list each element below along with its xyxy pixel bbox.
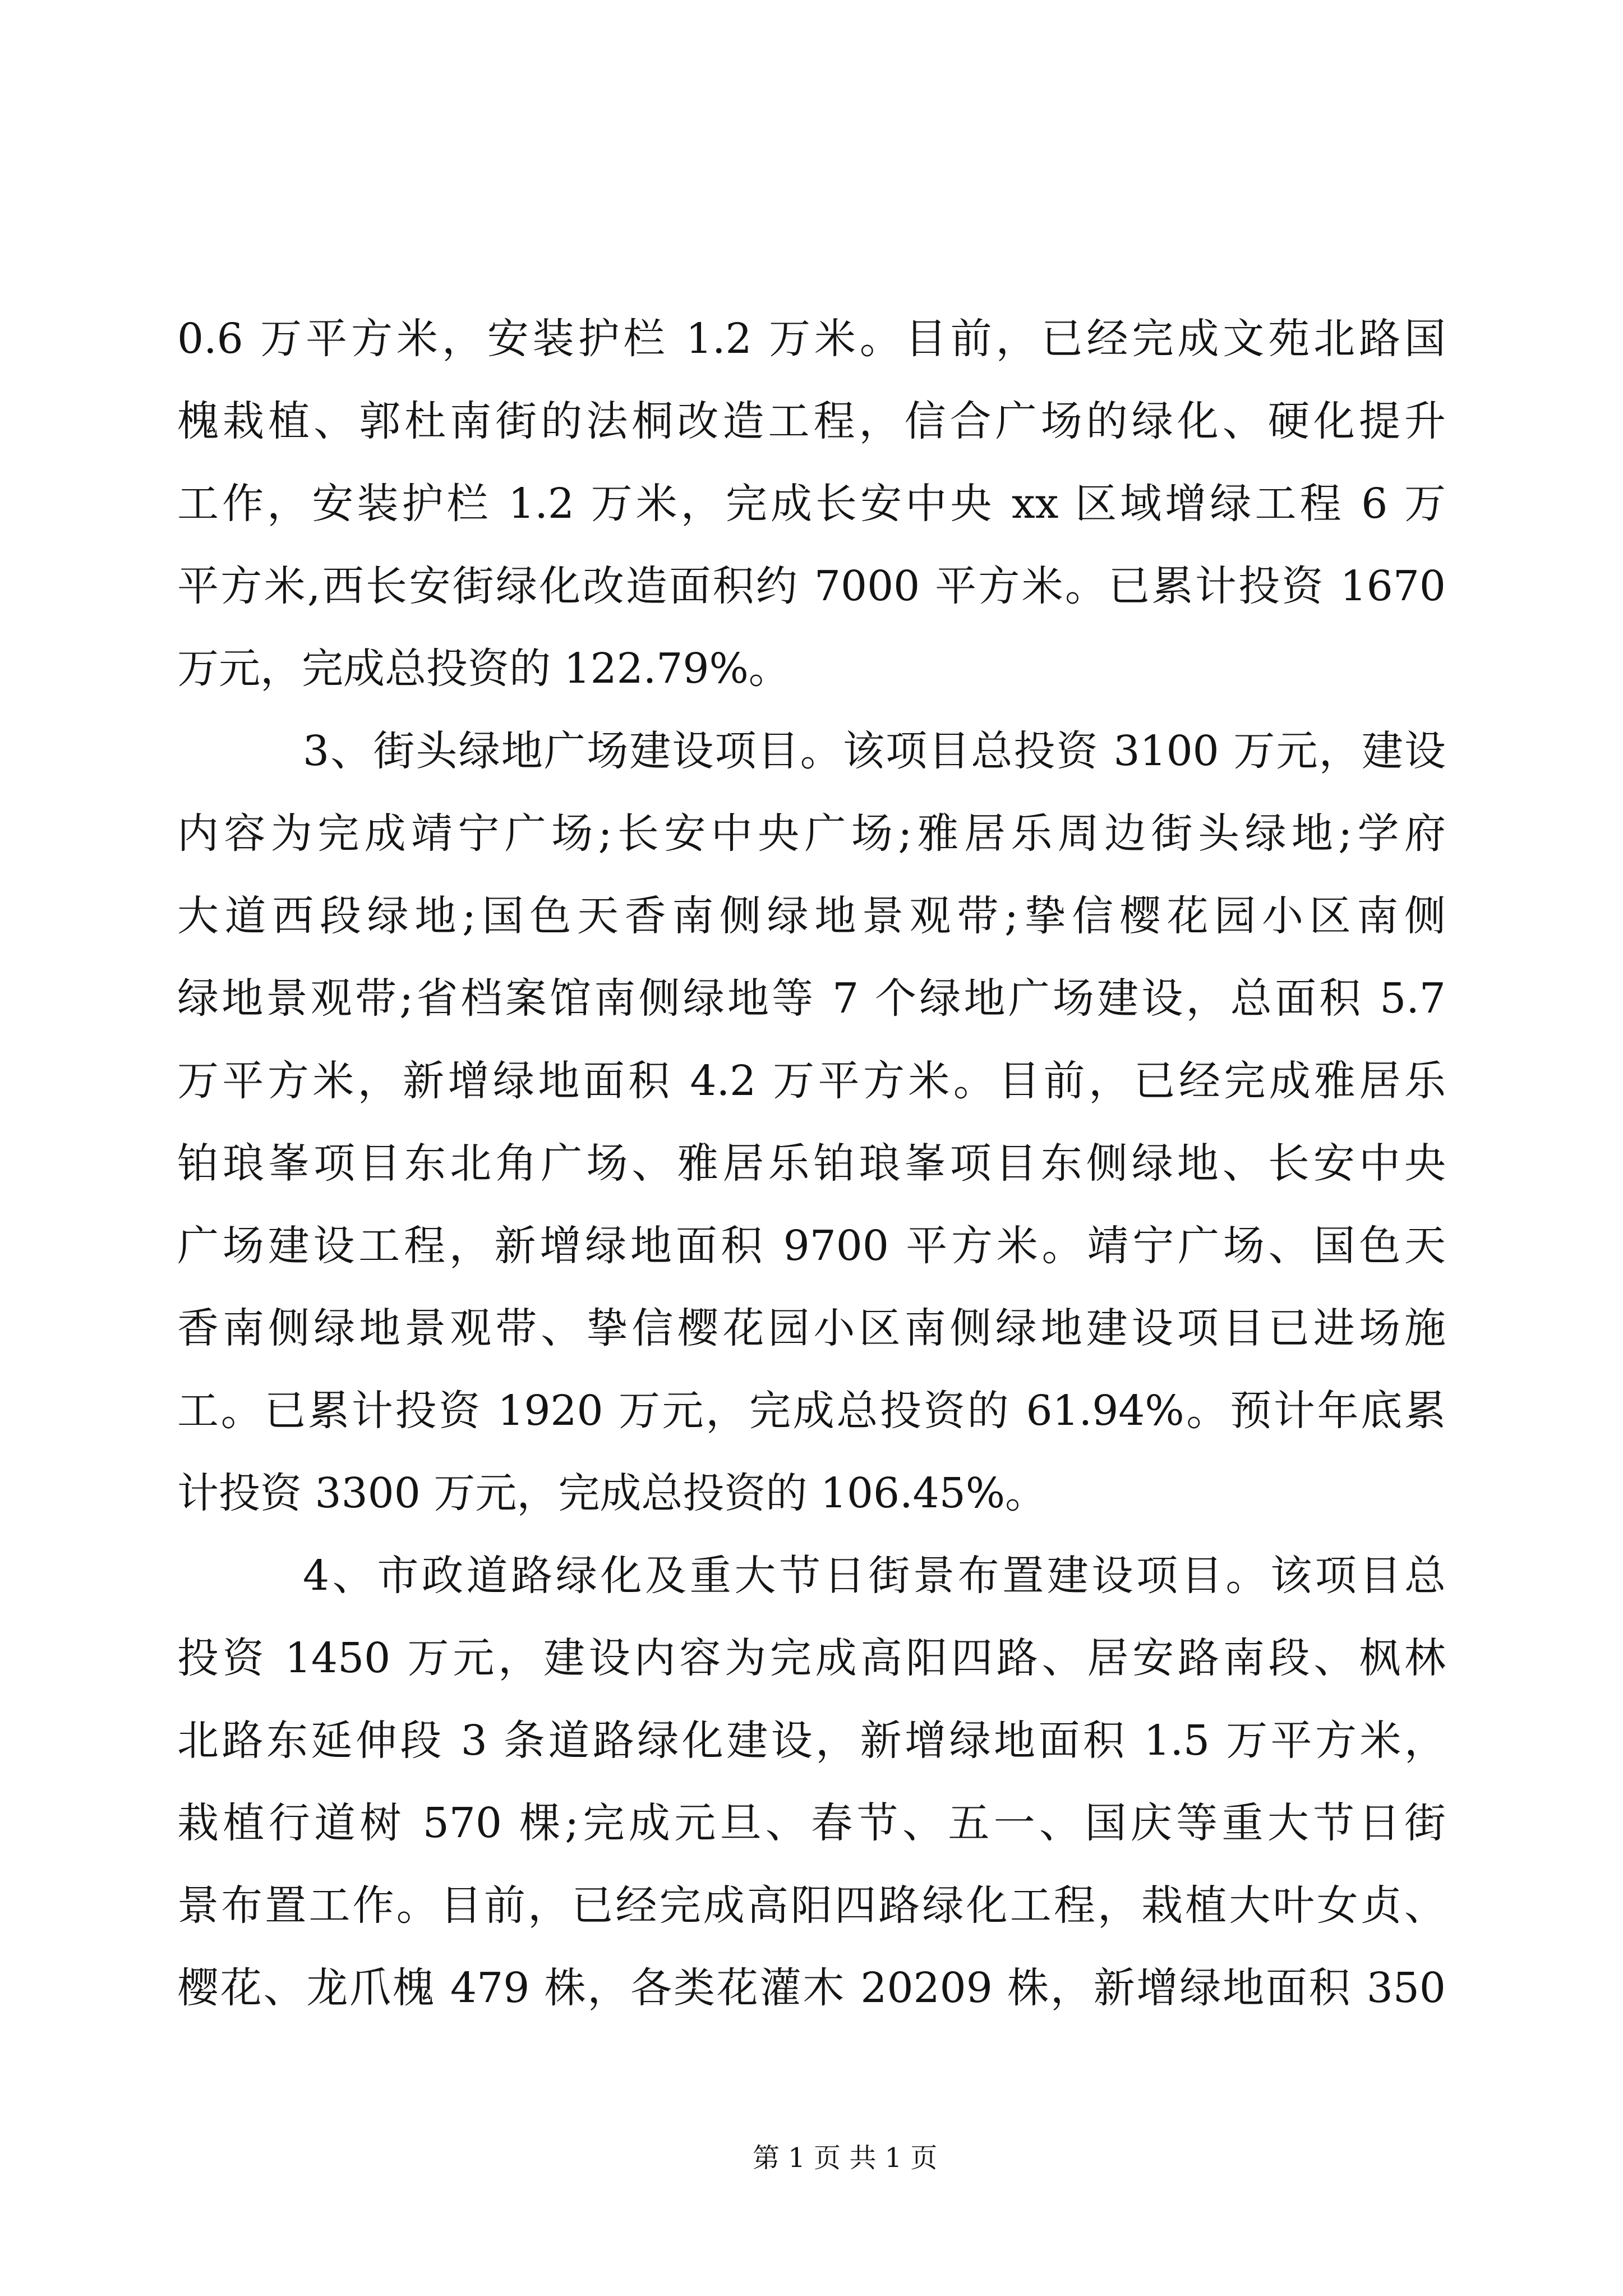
body-text-line: 计投资 3300 万元，完成总投资的 106.45%。 xyxy=(177,1469,1047,1517)
body-text-line: 万平方米，新增绿地面积 4.2 万平方米。目前，已经完成雅居乐 xyxy=(177,1057,1446,1105)
body-text-line: 广场建设工程，新增绿地面积 9700 平方米。靖宁广场、国色天 xyxy=(177,1222,1446,1270)
body-text-line: 栽植行道树 570 棵;完成元旦、春节、五一、国庆等重大节日街 xyxy=(177,1799,1446,1847)
body-text-line: 北路东延伸段 3 条道路绿化建设，新增绿地面积 1.5 万平方米， xyxy=(177,1717,1446,1765)
body-text-line: 4、市政道路绿化及重大节日街景布置建设项目。该项目总 xyxy=(303,1552,1446,1600)
body-text-line: 大道西段绿地;国色天香南侧绿地景观带;挚信樱花园小区南侧 xyxy=(177,892,1446,940)
body-text-line: 景布置工作。目前，已经完成高阳四路绿化工程，栽植大叶女贞、 xyxy=(177,1881,1446,1930)
body-text-line: 投资 1450 万元，建设内容为完成高阳四路、居安路南段、枫林 xyxy=(177,1634,1446,1682)
body-text-line: 铂琅峯项目东北角广场、雅居乐铂琅峯项目东侧绿地、长安中央 xyxy=(177,1139,1446,1188)
paragraph-item-3 xyxy=(177,710,1446,1535)
body-text-line: 绿地景观带;省档案馆南侧绿地等 7 个绿地广场建设，总面积 5.7 xyxy=(177,974,1446,1023)
body-text-line: 工。已累计投资 1920 万元，完成总投资的 61.94%。预计年底累 xyxy=(177,1387,1446,1435)
paragraph-item-4 xyxy=(177,1535,1446,2030)
body-text-line: 3、街头绿地广场建设项目。该项目总投资 3100 万元，建设 xyxy=(303,727,1446,775)
body-text-line: 槐栽植、郭杜南街的法桐改造工程，信合广场的绿化、硬化提升 xyxy=(177,397,1446,445)
body-text-line: 香南侧绿地景观带、挚信樱花园小区南侧绿地建设项目已进场施 xyxy=(177,1304,1446,1352)
page-footer: 第 1 页 共 1 页 xyxy=(753,2142,938,2174)
body-text-line: 内容为完成靖宁广场;长安中央广场;雅居乐周边街头绿地;学府 xyxy=(177,809,1446,858)
body-text-line: 万元，完成总投资的 122.79%。 xyxy=(177,645,790,693)
body-text-line: 0.6 万平方米，安装护栏 1.2 万米。目前，已经完成文苑北路国 xyxy=(177,315,1446,363)
body-text xyxy=(177,298,1446,2030)
body-text-line: 工作，安装护栏 1.2 万米，完成长安中央 xx 区域增绿工程 6 万 xyxy=(177,480,1446,528)
body-text-line: 樱花、龙爪槐 479 株，各类花灌木 20209 株，新增绿地面积 350 xyxy=(177,1964,1446,2012)
body-text-line: 平方米,西长安街绿化改造面积约 7000 平方米。已累计投资 1670 xyxy=(177,562,1446,610)
paragraph-continued xyxy=(177,298,1446,710)
